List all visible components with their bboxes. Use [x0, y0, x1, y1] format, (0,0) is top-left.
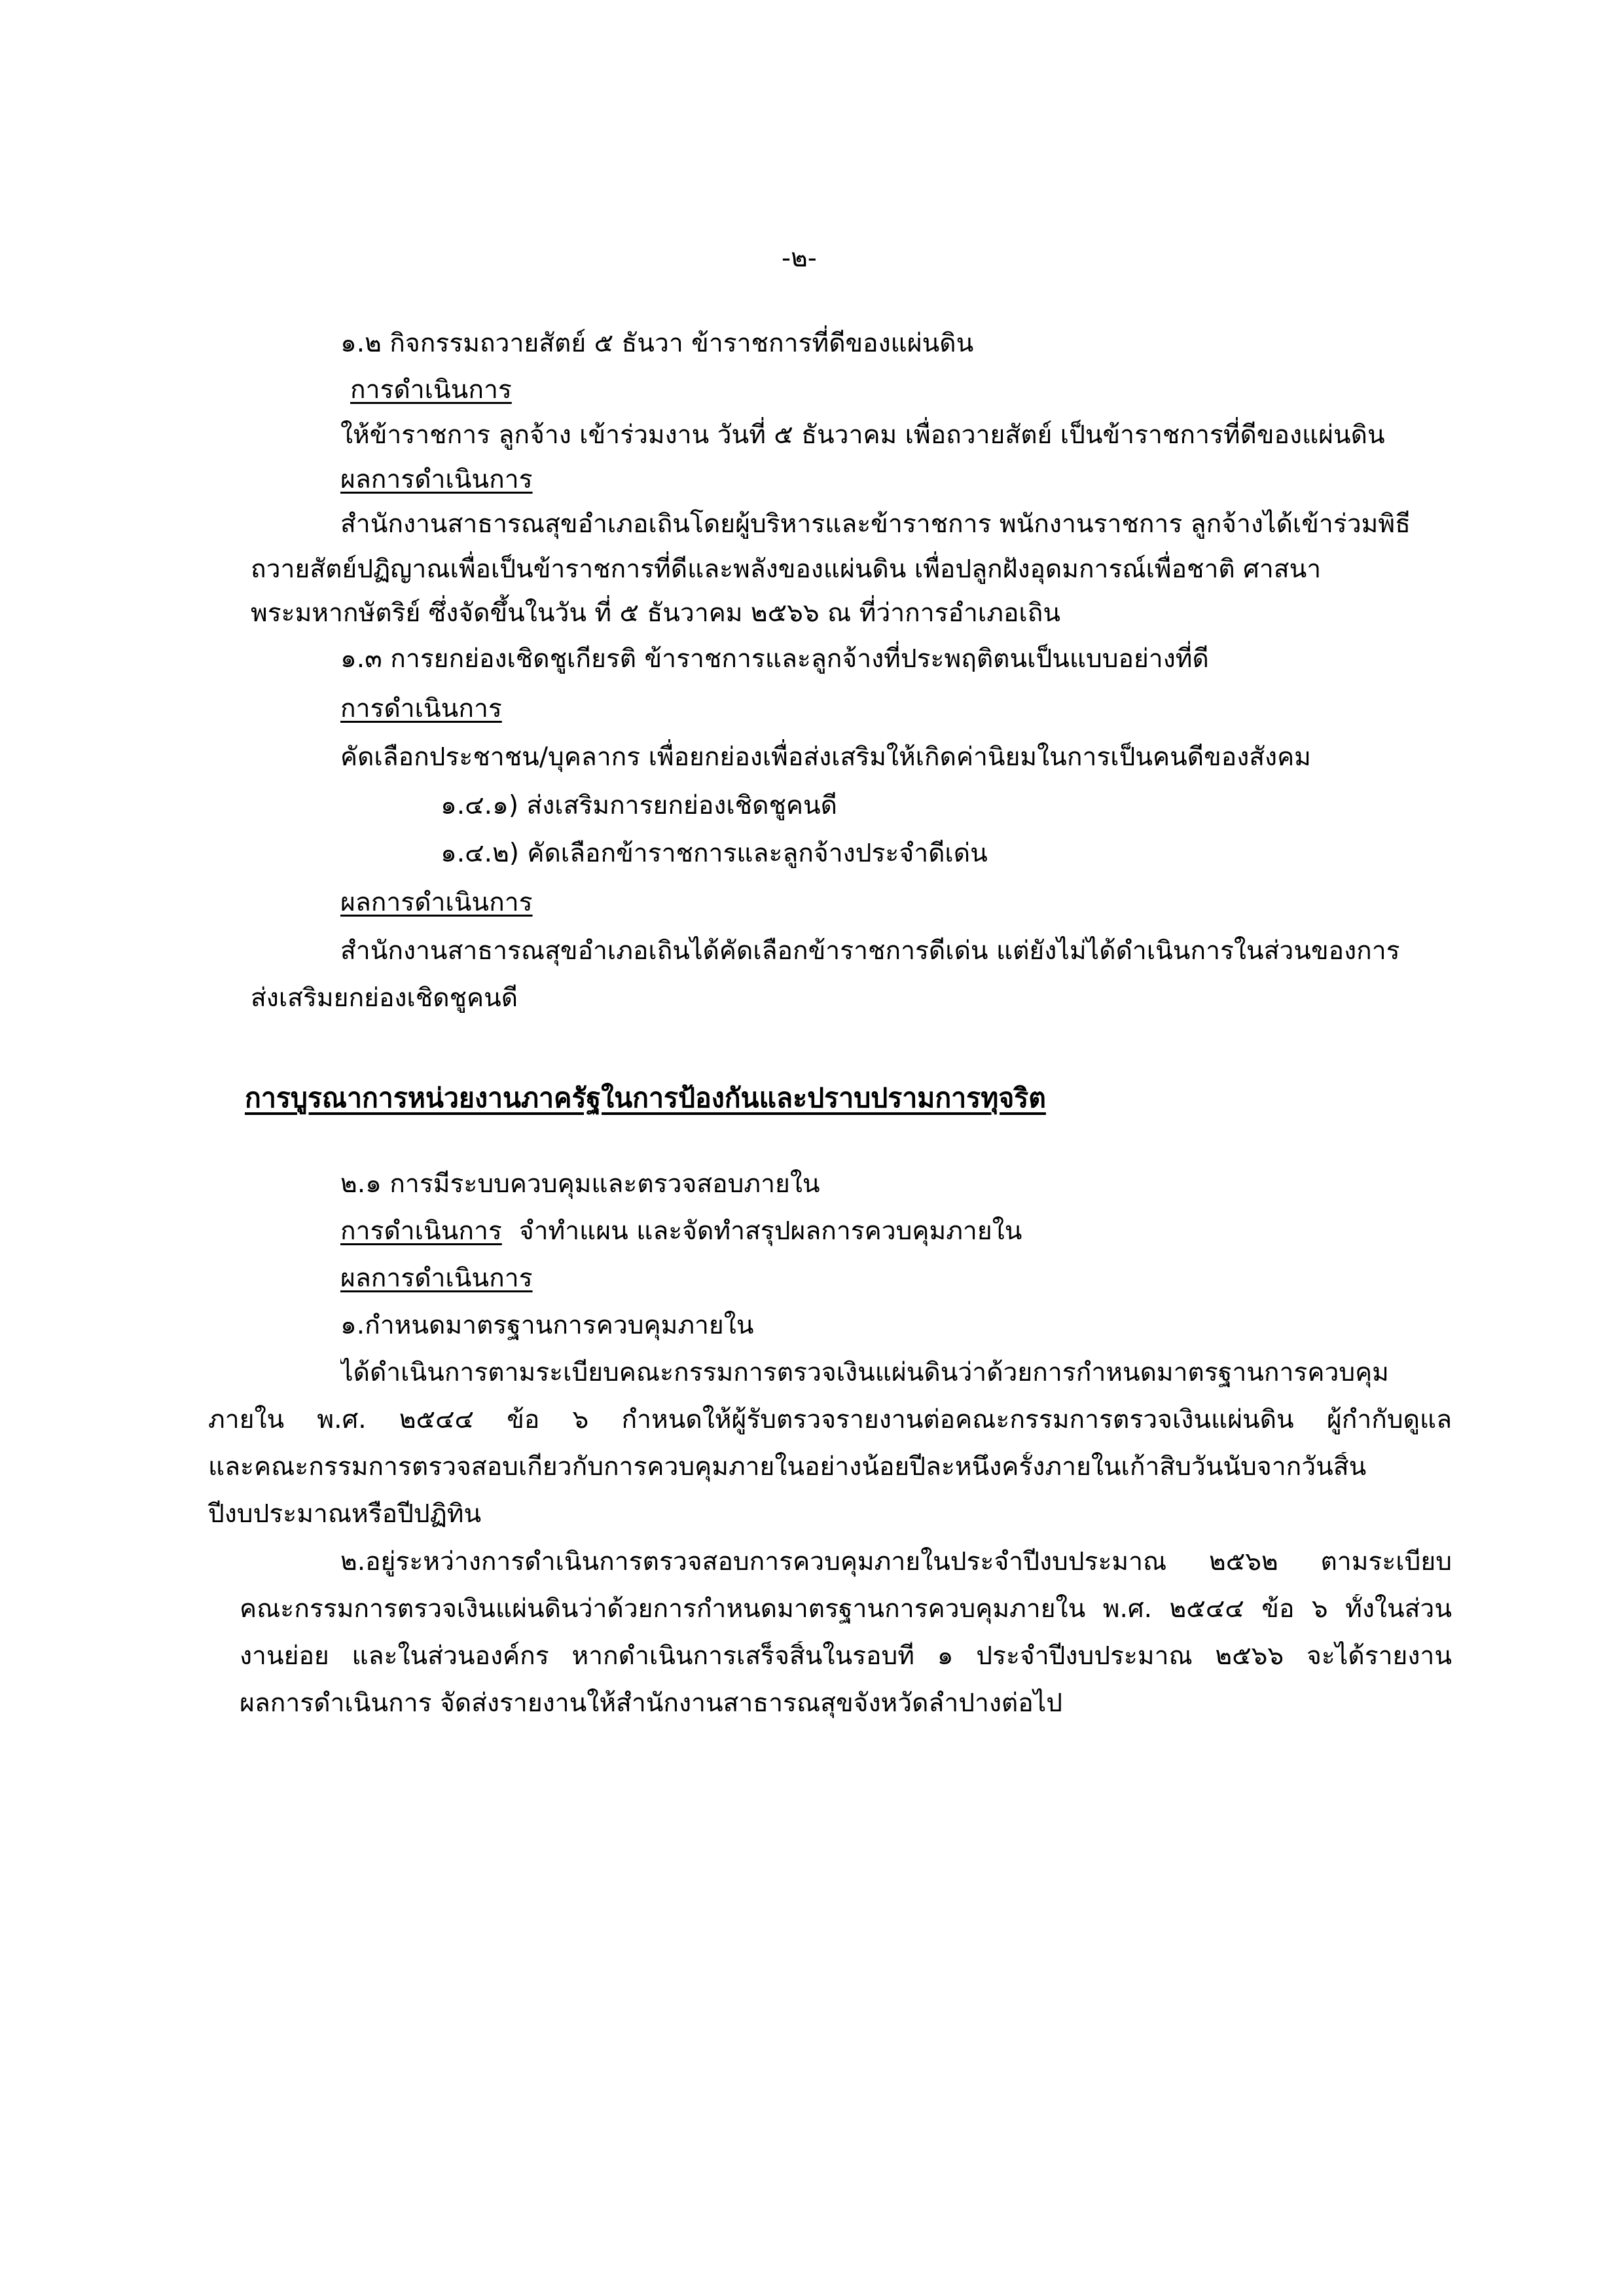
item-1-3-operation-label: การดำเนินการ — [340, 694, 502, 723]
item-1-3-title: ๑.๓ การยกย่องเชิดชูเกียรติ ข้าราชการและลูกจ้างที่ประพฤติตนเป็นแบบอย่างที่ดี — [340, 644, 1209, 674]
item-2-1-point-1-line: ได้ดำเนินการตามระเบียบคณะกรรมการตรวจเงินแผ่นดินว่าด้วยการกำหนดมาตรฐานการควบคุม — [340, 1358, 1389, 1387]
item-1-3-result-label: ผลการดำเนินการ — [340, 888, 533, 917]
item-2-1-point-1-title: ๑.กำหนดมาตรฐานการควบคุมภายใน — [340, 1311, 754, 1340]
section-2-heading: การบูรณาการหน่วยงานภาครัฐในการป้องกันและปราบปรามการทุจริต — [245, 1082, 1046, 1114]
item-2-1-point-2-line: คณะกรรมการตรวจเงินแผ่นดินว่าด้วยการกำหนดมาตรฐานการควบคุมภายใน พ.ศ. ๒๕๔๔ ข้อ ๖ ทั้งในส่วน — [240, 1594, 1452, 1624]
item-2-1-title: ๒.๑ การมีระบบควบคุมและตรวจสอบภายใน — [340, 1169, 820, 1199]
item-2-1-point-2-line: ผลการดำเนินการ จัดส่งรายงานให้สำนักงานสาธารณสุขจังหวัดลำปางต่อไป — [240, 1688, 1063, 1718]
item-1-3-operation-text: คัดเลือกประชาชน/บุคลากร เพื่อยกย่องเพื่อส่งเสริมให้เกิดค่านิยมในการเป็นคนดีของสังคม — [340, 742, 1311, 772]
item-1-2-title: ๑.๒ กิจกรรมถวายสัตย์ ๕ ธันวา ข้าราชการที่ดีของแผ่นดิน — [340, 329, 974, 358]
item-1-2-operation-label: การดำเนินการ — [350, 375, 512, 405]
item-1-2-result-line: ถวายสัตย์ปฏิญาณเพื่อเป็นข้าราชการที่ดีและพลังของแผ่นดิน เพื่อปลูกฝังอุดมการณ์เพื่อชาติ ศาสนา — [251, 555, 1322, 584]
page-number: -๒- — [782, 244, 817, 273]
item-1-3-sub-item: ๑.๔.๑) ส่งเสริมการยกย่องเชิดชูคนดี — [441, 791, 837, 820]
item-2-1-operation-row — [340, 1216, 1022, 1247]
item-1-3-result-line: ส่งเสริมยกย่องเชิดชูคนดี — [251, 983, 518, 1013]
item-2-1-point-2-line: ๒.อยู่ระหว่างการดำเนินการตรวจสอบการควบคุมภายในประจำปีงบประมาณ ๒๕๖๒ ตามระเบียบ — [340, 1547, 1452, 1576]
item-1-2-result-line: พระมหากษัตริย์ ซึ่งจัดขึ้นในวัน ที่ ๕ ธันวาคม ๒๕๖๖ ณ ที่ว่าการอำเภอเถิน — [251, 598, 1060, 628]
item-1-2-result-line: สำนักงานสาธารณสุขอำเภอเถินโดยผู้บริหารและข้าราชการ พนักงานราชการ ลูกจ้างได้เข้าร่วมพิธี — [340, 509, 1411, 539]
item-2-1-result-label: ผลการดำเนินการ — [340, 1264, 533, 1293]
item-2-1-operation-text: จำทำแผน และจัดทำสรุปผลการควบคุมภายใน — [518, 1216, 1022, 1246]
item-1-3-result-line: สำนักงานสาธารณสุขอำเภอเถินได้คัดเลือกข้าราชการดีเด่น แต่ยังไม่ได้ดำเนินการในส่วนของการ — [340, 936, 1400, 966]
item-1-2-result-label: ผลการดำเนินการ — [340, 465, 533, 494]
item-2-1-point-1-line: ภายใน พ.ศ. ๒๕๔๔ ข้อ ๖ กำหนดให้ผู้รับตรวจรายงานต่อคณะกรรมการตรวจเงินแผ่นดิน ผู้กำกับดูแล — [208, 1405, 1452, 1434]
item-1-3-sub-item: ๑.๔.๒) คัดเลือกข้าราชการและลูกจ้างประจำดีเด่น — [441, 839, 988, 868]
item-2-1-operation-label: การดำเนินการ — [340, 1216, 502, 1246]
item-2-1-point-2-line: งานย่อย และในส่วนองค์กร หากดำเนินการเสร็จสิ้นในรอบที่ ๑ ประจำปีงบประมาณ ๒๕๖๖ จะได้รายงาน — [240, 1641, 1452, 1671]
item-2-1-point-1-line: และคณะกรรมการตรวจสอบเกี่ยวกับการควบคุมภายในอย่างน้อยปีละหนึ่งครั้งภายในเก้าสิบวันนับจากวันสิ้น — [208, 1452, 1367, 1482]
item-2-1-point-1-line: ปีงบประมาณหรือปีปฏิทิน — [208, 1499, 482, 1529]
item-1-2-operation-text: ให้ข้าราชการ ลูกจ้าง เข้าร่วมงาน วันที่ ๕ ธันวาคม เพื่อถวายสัตย์ เป็นข้าราชการที่ดีของแผ่นดิน — [340, 420, 1385, 450]
